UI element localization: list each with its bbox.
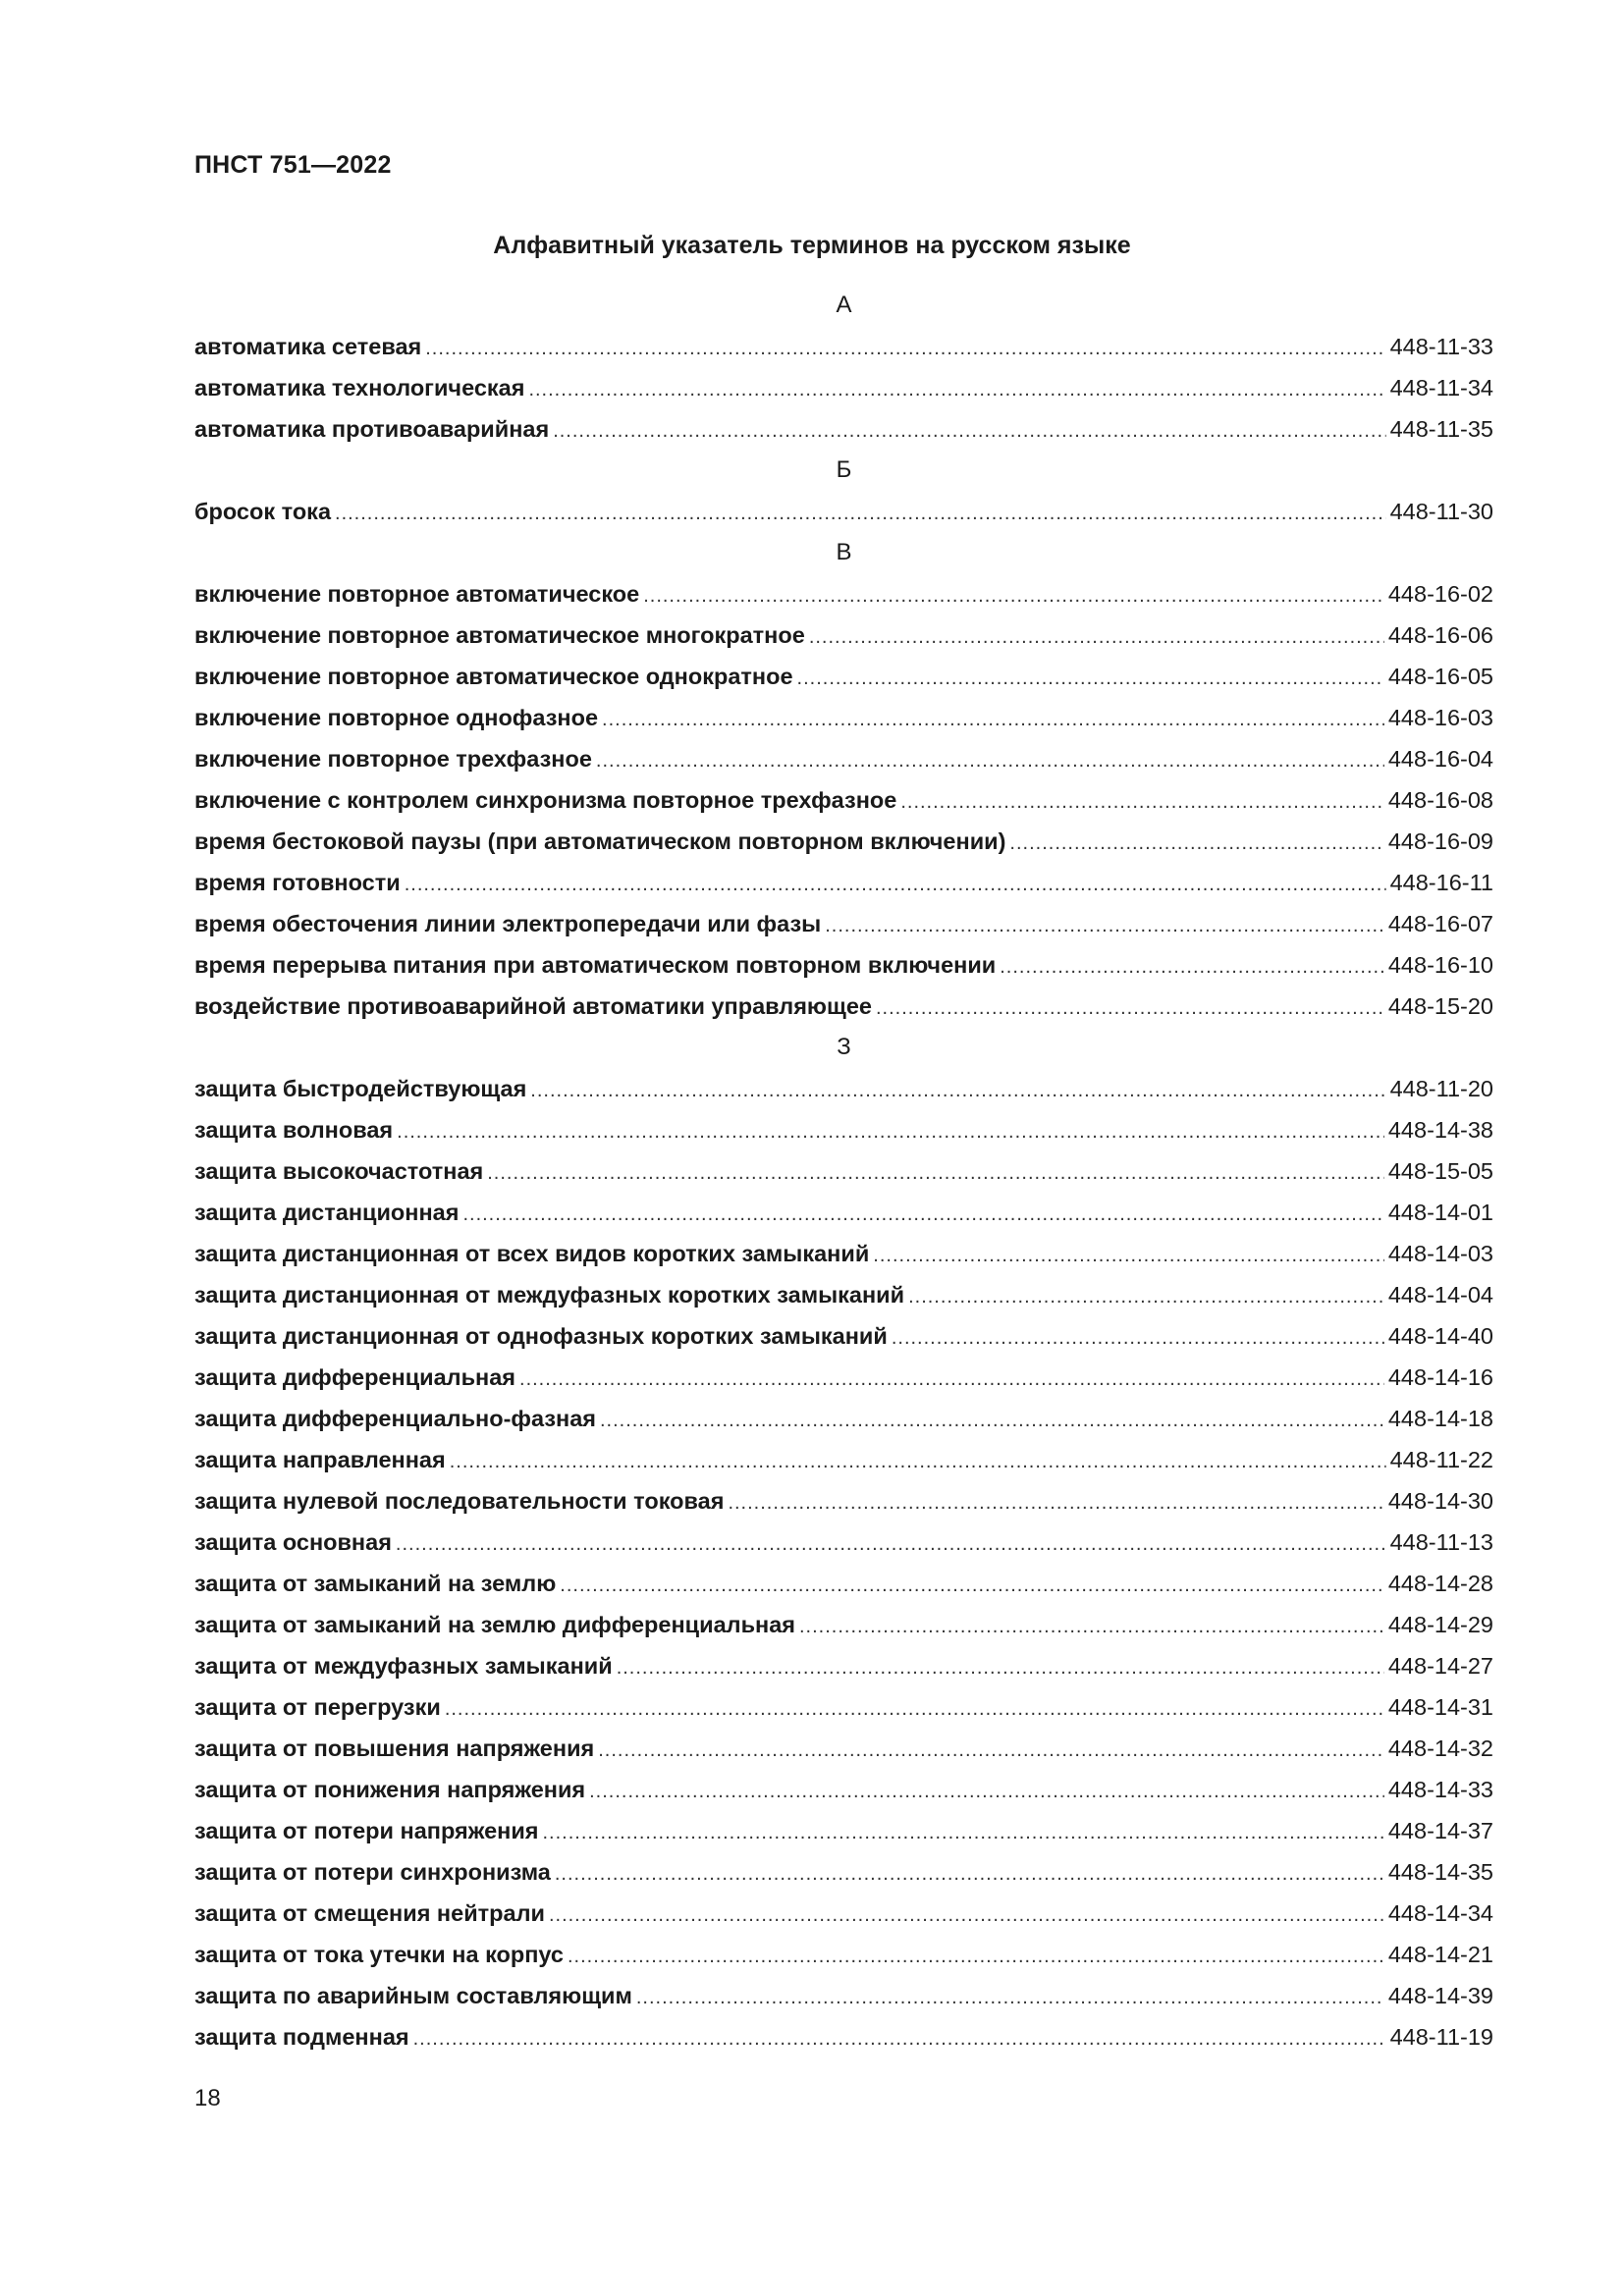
entry-term: защита от потери синхронизма [194, 1859, 551, 1885]
entry-reference: 448-14-39 [1387, 1983, 1493, 2008]
index-entry [194, 367, 1493, 408]
entry-term: защита от междуфазных замыканий [194, 1653, 613, 1679]
entry-term: защита от замыканий на землю [194, 1571, 557, 1596]
section-letter: А [836, 292, 852, 318]
dot-leader [797, 658, 1384, 699]
entry-term: время перерыва питания при автоматическом повторном включении [194, 952, 997, 978]
index-entry [194, 1645, 1493, 1686]
index-entry [194, 821, 1493, 862]
index-entry [194, 1934, 1493, 1975]
index-entry [194, 1150, 1493, 1192]
entry-reference: 448-15-20 [1387, 993, 1493, 1019]
dot-leader [335, 493, 1386, 534]
index-entry [194, 1563, 1493, 1604]
index-entry [194, 1233, 1493, 1274]
index-entry [194, 573, 1493, 614]
dot-leader [450, 1441, 1386, 1482]
entry-term: автоматика противоаварийная [194, 416, 550, 442]
entry-term: время готовности [194, 870, 401, 895]
entry-reference: 448-14-37 [1387, 1818, 1493, 1843]
entry-reference: 448-11-35 [1389, 416, 1493, 442]
index-entry [194, 1769, 1493, 1810]
entry-reference: 448-14-29 [1387, 1612, 1493, 1637]
index-entry [194, 1522, 1493, 1563]
entry-reference: 448-16-02 [1387, 581, 1493, 607]
index-entry [194, 1398, 1493, 1439]
entry-term: включение повторное однофазное [194, 705, 599, 730]
entry-reference: 448-16-07 [1387, 911, 1493, 936]
dot-leader [560, 1565, 1384, 1606]
entry-term: автоматика сетевая [194, 334, 422, 359]
entry-term: включение с контролем синхронизма повторное трехфазное [194, 787, 897, 813]
index-entry [194, 1274, 1493, 1315]
entry-term: включение повторное автоматическое [194, 581, 640, 607]
dot-leader [549, 1895, 1384, 1936]
index-entry [194, 1975, 1493, 2016]
index-entry [194, 986, 1493, 1027]
entry-term: воздействие противоаварийной автоматики управляющее [194, 993, 872, 1019]
entry-term: защита от смещения нейтрали [194, 1900, 545, 1926]
entry-term: защита подменная [194, 2024, 409, 2050]
entry-reference: 448-16-11 [1389, 870, 1493, 895]
dot-leader [528, 369, 1385, 410]
entry-reference: 448-11-33 [1389, 334, 1493, 359]
entry-term: защита направленная [194, 1447, 446, 1472]
entry-reference: 448-15-05 [1387, 1158, 1493, 1184]
entry-term: защита дифференциально-фазная [194, 1406, 596, 1431]
entry-reference: 448-14-01 [1387, 1200, 1493, 1225]
dot-leader [908, 1276, 1384, 1317]
entry-term: защита высокочастотная [194, 1158, 484, 1184]
index-entry [194, 408, 1493, 450]
entry-reference: 448-14-16 [1387, 1364, 1493, 1390]
entry-reference: 448-11-19 [1389, 2024, 1493, 2050]
section-letter: З [837, 1034, 851, 1060]
index-entry [194, 2016, 1493, 2057]
entry-reference: 448-11-13 [1389, 1529, 1493, 1555]
entry-term: защита дистанционная [194, 1200, 460, 1225]
dot-leader [543, 1812, 1384, 1853]
entry-term: защита от перегрузки [194, 1694, 441, 1720]
entry-term: защита от потери напряжения [194, 1818, 539, 1843]
dot-leader [596, 740, 1384, 781]
entry-reference: 448-14-27 [1387, 1653, 1493, 1679]
dot-leader [602, 699, 1384, 740]
entry-term: защита дифференциальная [194, 1364, 516, 1390]
entry-reference: 448-14-30 [1387, 1488, 1493, 1514]
index-entry [194, 1315, 1493, 1357]
dot-leader [825, 905, 1384, 946]
entry-term: защита от тока утечки на корпус [194, 1942, 564, 1967]
index-entry [194, 903, 1493, 944]
entry-reference: 448-14-35 [1387, 1859, 1493, 1885]
index-entry [194, 1851, 1493, 1893]
entry-reference: 448-16-05 [1387, 664, 1493, 689]
document-code: ПНСТ 751—2022 [194, 151, 392, 179]
dot-leader [873, 1235, 1384, 1276]
entry-reference: 448-14-33 [1387, 1777, 1493, 1802]
entry-reference: 448-14-21 [1387, 1942, 1493, 1967]
entry-reference: 448-11-22 [1389, 1447, 1493, 1472]
entry-term: защита от повышения напряжения [194, 1735, 595, 1761]
entry-reference: 448-11-30 [1389, 499, 1493, 524]
dot-leader [598, 1730, 1384, 1771]
dot-leader [555, 1853, 1384, 1895]
dot-leader [876, 988, 1384, 1029]
entry-term: защита от замыканий на землю дифференциальная [194, 1612, 795, 1637]
entry-term: включение повторное автоматическое многократное [194, 622, 805, 648]
entry-term: защита дистанционная от однофазных коротких замыканий [194, 1323, 888, 1349]
entry-reference: 448-16-04 [1387, 746, 1493, 772]
entry-reference: 448-14-40 [1387, 1323, 1493, 1349]
entry-reference: 448-11-20 [1389, 1076, 1493, 1101]
index-entry [194, 862, 1493, 903]
entry-term: защита основная [194, 1529, 392, 1555]
entry-reference: 448-16-08 [1387, 787, 1493, 813]
entry-reference: 448-16-09 [1387, 828, 1493, 854]
entry-term: защита по аварийным составляющим [194, 1983, 632, 2008]
index-entry [194, 1480, 1493, 1522]
index-entry [194, 1068, 1493, 1109]
section-letter: Б [836, 456, 852, 483]
entry-term: защита быстродействующая [194, 1076, 527, 1101]
index-entry [194, 738, 1493, 779]
dot-leader [1000, 946, 1384, 988]
entry-term: защита от понижения напряжения [194, 1777, 586, 1802]
dot-leader [396, 1523, 1386, 1565]
dot-leader [643, 575, 1384, 616]
dot-leader [397, 1111, 1384, 1152]
index-entry [194, 1893, 1493, 1934]
dot-leader [530, 1070, 1385, 1111]
entry-term: защита дистанционная от междуфазных коротких замыканий [194, 1282, 905, 1308]
index-entry [194, 1728, 1493, 1769]
entry-reference: 448-16-06 [1387, 622, 1493, 648]
index-entry [194, 1604, 1493, 1645]
dot-leader [892, 1317, 1384, 1359]
dot-leader [405, 864, 1386, 905]
entry-reference: 448-14-32 [1387, 1735, 1493, 1761]
dot-leader [728, 1482, 1383, 1523]
dot-leader [809, 616, 1384, 658]
index-entry [194, 1439, 1493, 1480]
index-entry [194, 491, 1493, 532]
index-entry [194, 697, 1493, 738]
dot-leader [462, 1194, 1383, 1235]
index-entry [194, 1810, 1493, 1851]
page-number: 18 [194, 2085, 221, 2111]
dot-leader [425, 328, 1385, 369]
entry-reference: 448-16-03 [1387, 705, 1493, 730]
dot-leader [568, 1936, 1384, 1977]
entry-reference: 448-14-38 [1387, 1117, 1493, 1143]
entry-term: включение повторное трехфазное [194, 746, 592, 772]
dot-leader [1009, 823, 1383, 864]
section-letter: В [836, 539, 852, 565]
dot-leader [617, 1647, 1384, 1688]
dot-leader [636, 1977, 1384, 2018]
index-title: Алфавитный указатель терминов на русском языке [493, 232, 1131, 259]
index-entry [194, 1686, 1493, 1728]
entry-term: автоматика технологическая [194, 375, 525, 400]
dot-leader [445, 1688, 1384, 1730]
index-entry [194, 1192, 1493, 1233]
entry-term: время бестоковой паузы (при автоматическом повторном включении) [194, 828, 1006, 854]
dot-leader [553, 410, 1385, 452]
entry-term: защита дистанционная от всех видов коротких замыканий [194, 1241, 870, 1266]
entry-term: бросок тока [194, 499, 332, 524]
entry-reference: 448-14-18 [1387, 1406, 1493, 1431]
entry-term: время обесточения линии электропередачи или фазы [194, 911, 822, 936]
term-index [194, 285, 1493, 2057]
entry-reference: 448-11-34 [1389, 375, 1493, 400]
dot-leader [600, 1400, 1384, 1441]
entry-reference: 448-14-28 [1387, 1571, 1493, 1596]
entry-reference: 448-14-04 [1387, 1282, 1493, 1308]
index-entry [194, 1357, 1493, 1398]
index-entry [194, 944, 1493, 986]
index-entry [194, 1109, 1493, 1150]
dot-leader [589, 1771, 1384, 1812]
entry-term: защита нулевой последовательности токовая [194, 1488, 725, 1514]
entry-reference: 448-16-10 [1387, 952, 1493, 978]
dot-leader [519, 1359, 1384, 1400]
entry-reference: 448-14-34 [1387, 1900, 1493, 1926]
dot-leader [413, 2018, 1386, 2059]
index-entry [194, 326, 1493, 367]
dot-leader [487, 1152, 1384, 1194]
entry-reference: 448-14-03 [1387, 1241, 1493, 1266]
entry-term: защита волновая [194, 1117, 394, 1143]
index-entry [194, 656, 1493, 697]
entry-term: включение повторное автоматическое однократное [194, 664, 793, 689]
dot-leader [799, 1606, 1384, 1647]
entry-reference: 448-14-31 [1387, 1694, 1493, 1720]
index-entry [194, 614, 1493, 656]
dot-leader [900, 781, 1384, 823]
index-entry [194, 779, 1493, 821]
